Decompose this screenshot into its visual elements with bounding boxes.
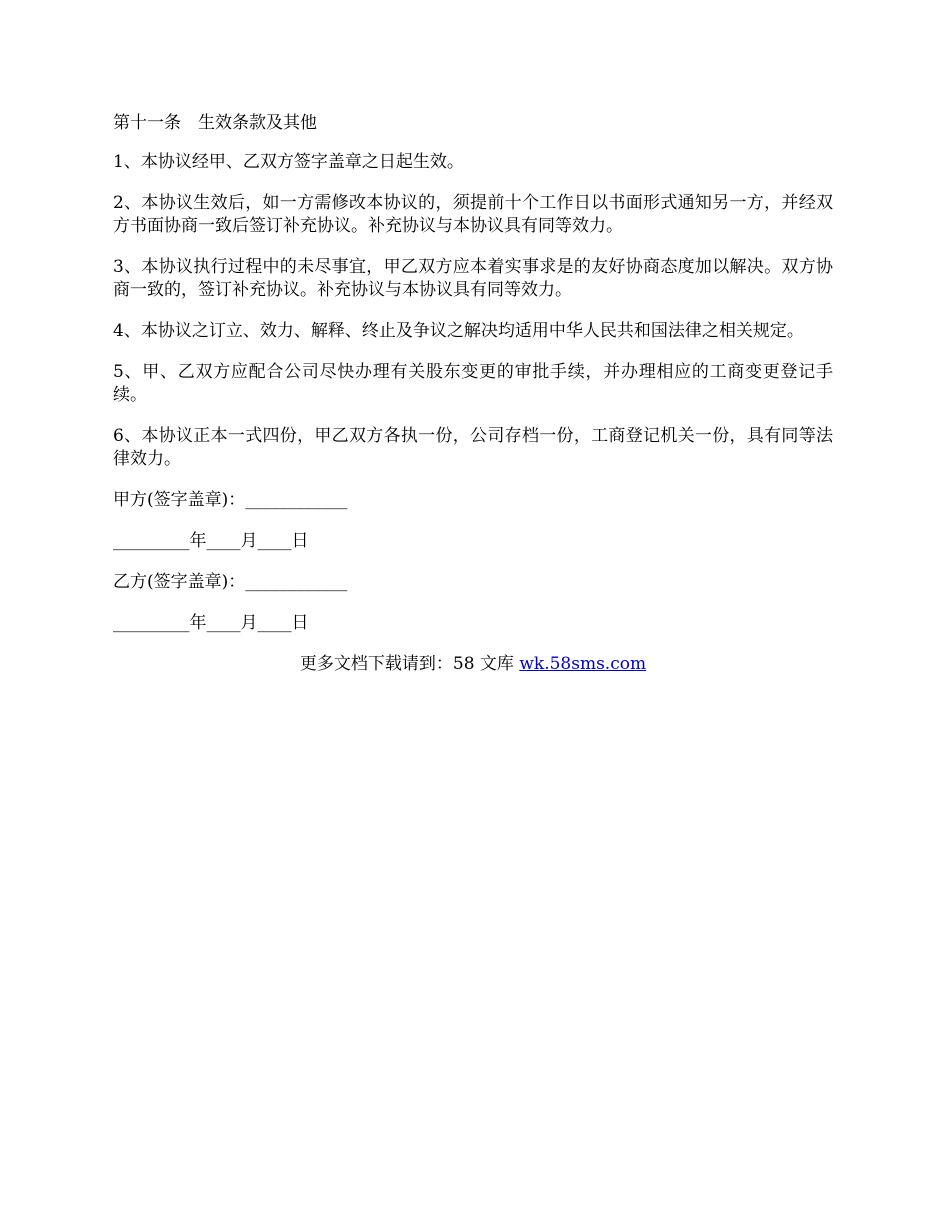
party-b-signature: 乙方(签字盖章)：____________ <box>113 572 348 592</box>
footer-link[interactable]: wk.58sms.com <box>519 654 647 674</box>
document-page <box>113 112 833 676</box>
clause-5: 5、甲、乙双方应配合公司尽快办理有关股东变更的审批手续，并办理相应的工商变更登记手续。 <box>113 362 833 405</box>
clause-4: 4、本协议之订立、效力、解释、终止及争议之解决均适用中华人民共和国法律之相关规定。 <box>113 321 804 341</box>
article-heading: 第十一条 生效条款及其他 <box>113 113 317 133</box>
party-a-signature: 甲方(签字盖章)：____________ <box>113 490 348 510</box>
clause-6: 6、本协议正本一式四份，甲乙双方各执一份，公司存档一份，工商登记机关一份，具有同等法律效力。 <box>113 426 833 469</box>
party-b-date: _________年____月____日 <box>113 613 309 633</box>
clause-1: 1、本协议经甲、乙双方签字盖章之日起生效。 <box>113 152 464 172</box>
footer-prefix: 更多文档下载请到：58 文库 <box>299 654 520 674</box>
party-a-date: _________年____月____日 <box>113 531 309 551</box>
clause-3: 3、本协议执行过程中的未尽事宜，甲乙双方应本着实事求是的友好协商态度加以解决。双方协商一致的，签订补充协议。补充协议与本协议具有同等效力。 <box>113 257 833 300</box>
clause-2: 2、本协议生效后，如一方需修改本协议的，须提前十个工作日以书面形式通知另一方，并经双方书面协商一致后签订补充协议。补充协议与本协议具有同等效力。 <box>113 193 833 236</box>
download-footer <box>113 653 833 676</box>
